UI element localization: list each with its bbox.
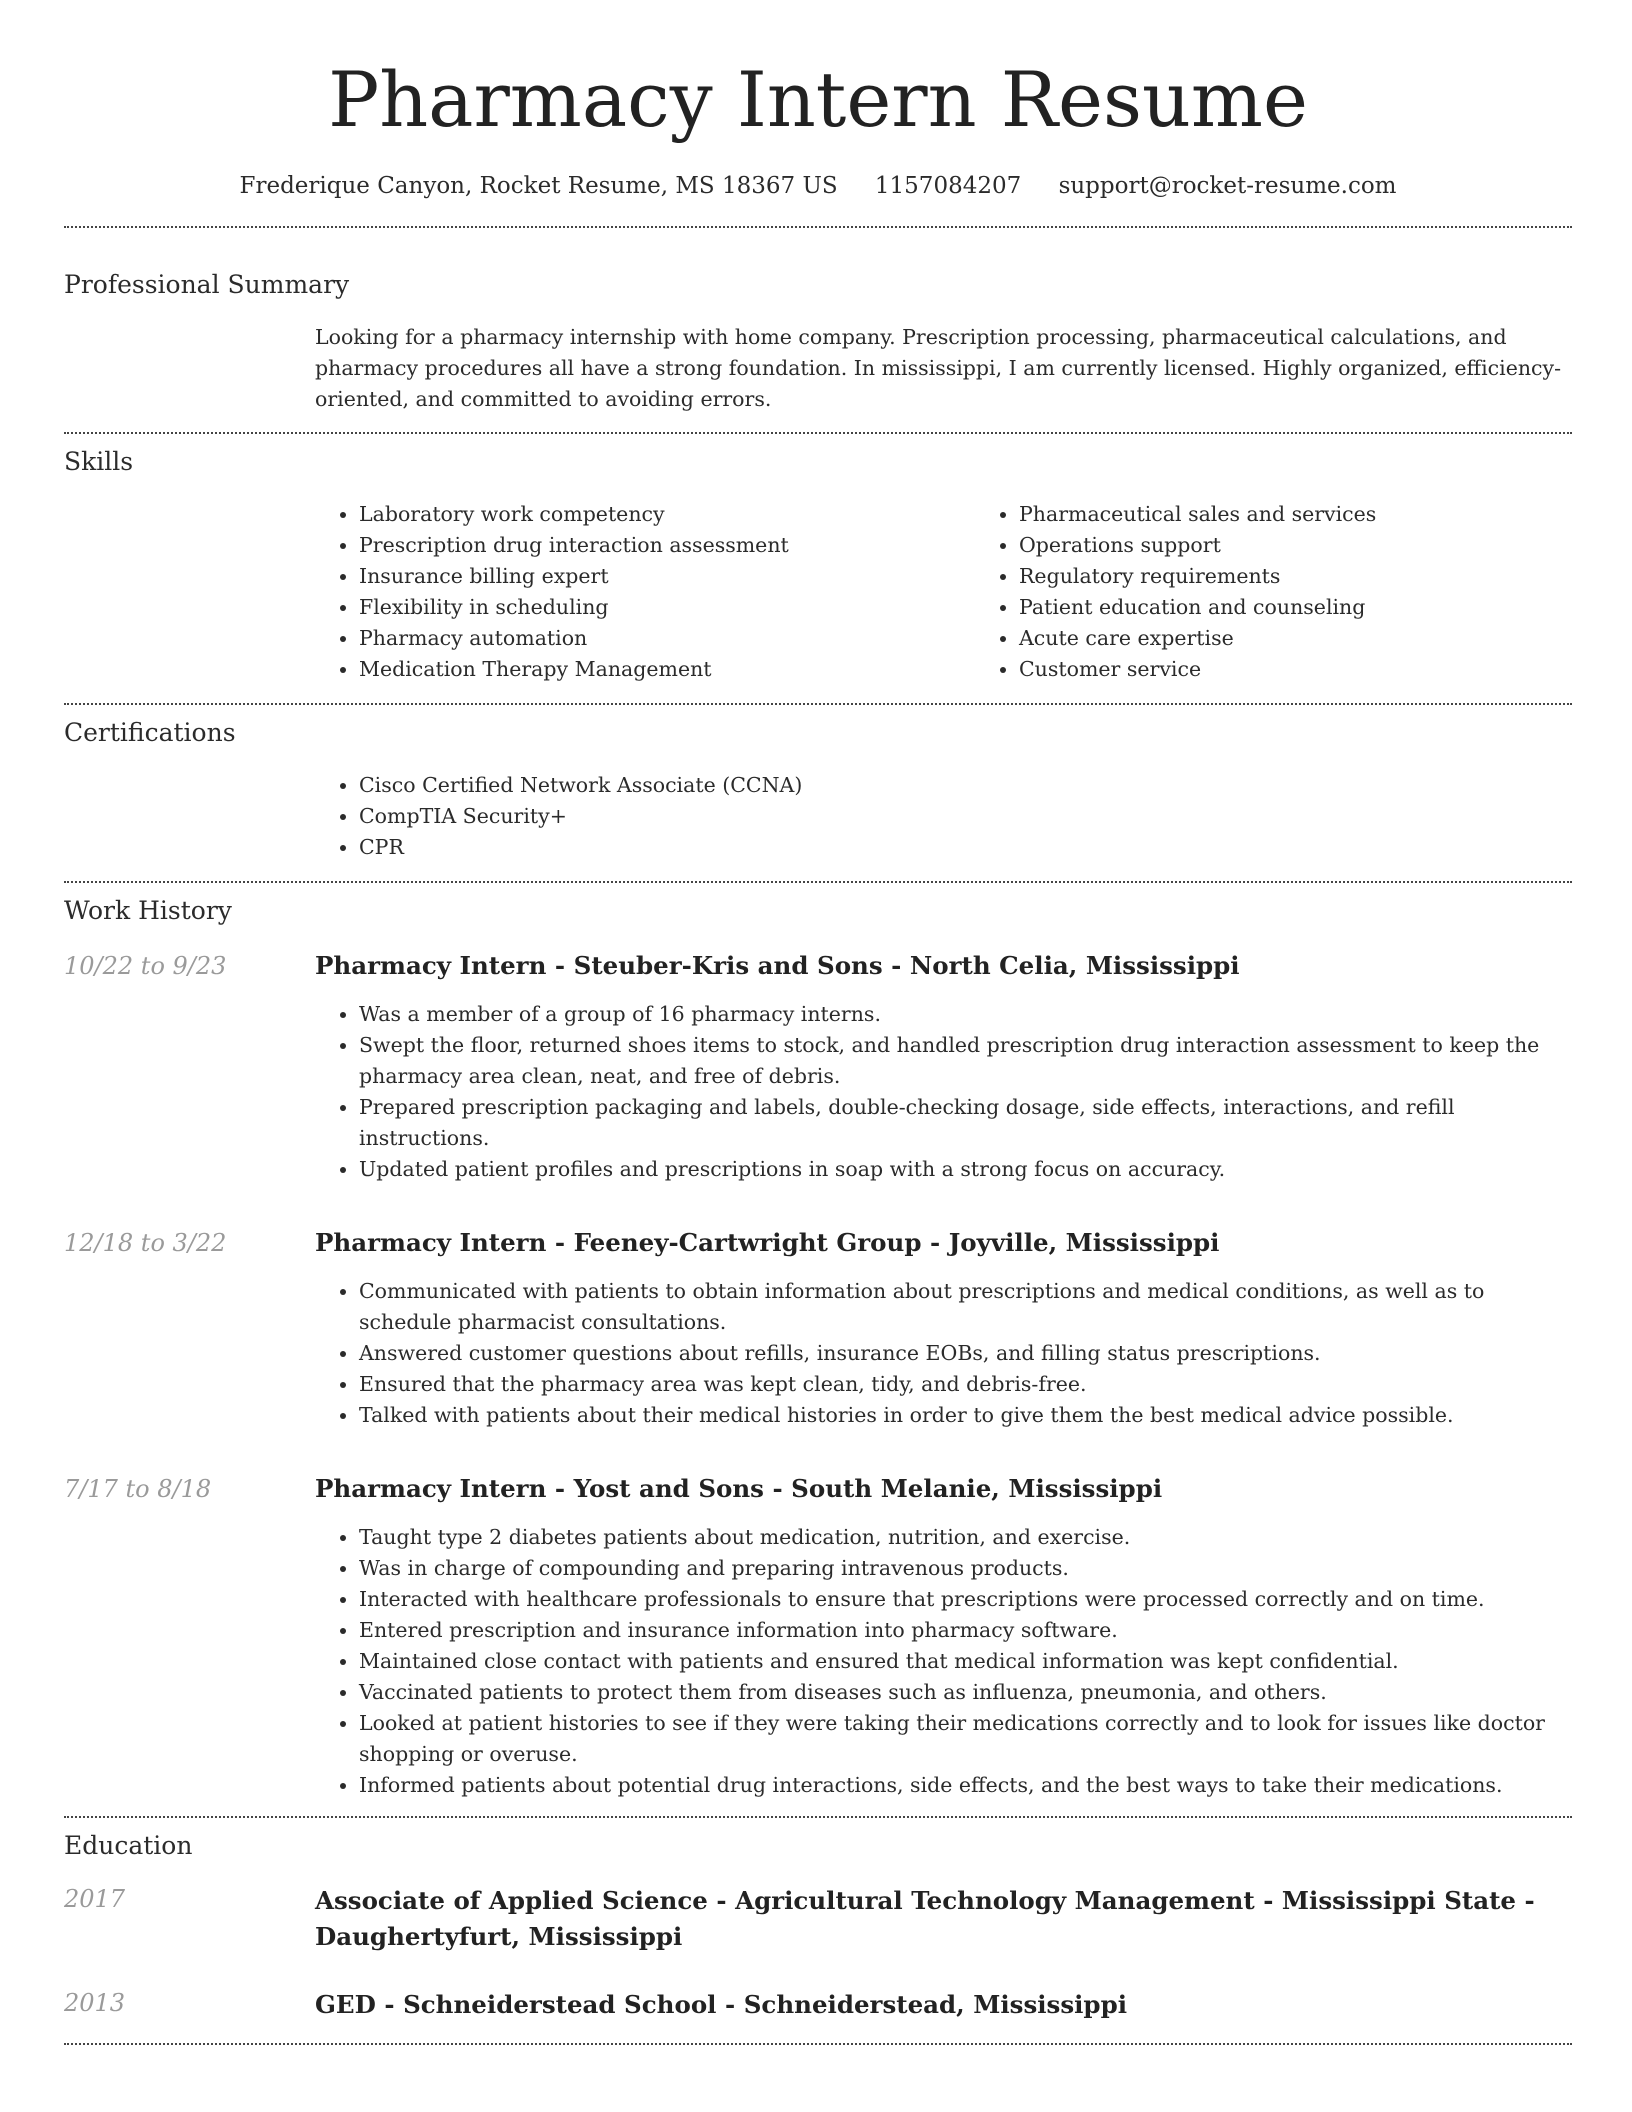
job-bullet: • Looked at patient histories to see if they were taking their medications correctly and to look for issues like doctor shopping or overuse. — [359, 1708, 1572, 1770]
resume-page — [64, 0, 1572, 2045]
skill-item: • Medication Therapy Management — [359, 654, 975, 685]
job-bullets — [315, 999, 1572, 1185]
education-entry — [64, 1987, 1572, 2023]
skill-item: • Laboratory work competency — [359, 499, 975, 530]
job-entry — [64, 1227, 1572, 1431]
contact-address: Frederique Canyon, Rocket Resume, MS 18367 US — [239, 173, 838, 199]
job-bullet: • Informed patients about potential drug interactions, side effects, and the best ways to take their medications. — [359, 1770, 1572, 1801]
skill-item: • Insurance billing expert — [359, 561, 975, 592]
skill-item: • Regulatory requirements — [1019, 561, 1632, 592]
job-bullet: • Communicated with patients to obtain information about prescriptions and medical conditions, as well as to schedule pharmacist consultations. — [359, 1276, 1572, 1338]
certifications-list — [315, 770, 1572, 863]
education-section — [64, 1818, 1572, 2023]
job-bullet: • Answered customer questions about refills, insurance EOBs, and filling status prescriptions. — [359, 1338, 1572, 1369]
job-bullet: • Ensured that the pharmacy area was kept clean, tidy, and debris-free. — [359, 1369, 1572, 1400]
job-bullet: • Was a member of a group of 16 pharmacy interns. — [359, 999, 1572, 1030]
skills-left-spacer — [64, 499, 315, 685]
skill-item: • Operations support — [1019, 530, 1632, 561]
skill-item: • Prescription drug interaction assessment — [359, 530, 975, 561]
job-bullet: • Taught type 2 diabetes patients about medication, nutrition, and exercise. — [359, 1522, 1572, 1553]
job-bullets — [315, 1522, 1572, 1801]
job-dates: 12/18 to 3/22 — [64, 1229, 227, 1257]
job-entry — [64, 1473, 1572, 1801]
education-title: Associate of Applied Science - Agricultural Technology Management - Mississippi State - Daughertyfurt, Mississippi — [315, 1886, 1535, 1951]
skills-list-right — [975, 499, 1632, 685]
job-dates: 10/22 to 9/23 — [64, 952, 227, 980]
job-bullet: • Was in charge of compounding and preparing intravenous products. — [359, 1553, 1572, 1584]
summary-text: Looking for a pharmacy internship with home company. Prescription processing, pharmaceutical calculations, and pharmacy procedures all have a strong foundation. In mississippi, I am currently licensed. Highly organized, efficiency-oriented, and committed to avoiding errors. — [315, 325, 1562, 411]
job-bullet: • Updated patient profiles and prescriptions in soap with a strong focus on accuracy. — [359, 1154, 1572, 1185]
certification-item: • CompTIA Security+ — [359, 801, 1572, 832]
skills-list-left — [315, 499, 975, 685]
certification-item: • Cisco Certified Network Associate (CCNA) — [359, 770, 1572, 801]
resume-title: Pharmacy Intern Resume — [328, 55, 1308, 144]
education-year: 2017 — [64, 1885, 126, 1913]
skills-grid — [315, 499, 1632, 685]
job-dates: 7/17 to 8/18 — [64, 1475, 212, 1503]
section-divider — [64, 2043, 1572, 2045]
skill-item: • Customer service — [1019, 654, 1632, 685]
job-title: Pharmacy Intern - Feeney-Cartwright Group - Joyville, Mississippi — [315, 1228, 1220, 1257]
education-entry — [64, 1883, 1572, 1955]
skill-item: • Pharmaceutical sales and services — [1019, 499, 1632, 530]
job-bullet: • Talked with patients about their medical histories in order to give them the best medical advice possible. — [359, 1400, 1572, 1431]
skills-heading: Skills — [64, 447, 134, 476]
summary-left-spacer — [64, 322, 315, 415]
skill-item: • Acute care expertise — [1019, 623, 1632, 654]
job-title: Pharmacy Intern - Steuber-Kris and Sons - North Celia, Mississippi — [315, 951, 1240, 980]
summary-heading: Professional Summary — [64, 270, 350, 299]
certifications-heading: Certifications — [64, 718, 236, 747]
job-bullets — [315, 1276, 1572, 1431]
job-bullet: • Vaccinated patients to protect them from diseases such as influenza, pneumonia, and others. — [359, 1677, 1572, 1708]
skill-item: • Flexibility in scheduling — [359, 592, 975, 623]
skill-item: • Pharmacy automation — [359, 623, 975, 654]
education-year: 2013 — [64, 1989, 126, 2017]
job-entry — [64, 950, 1572, 1185]
work-history-heading: Work History — [64, 896, 232, 925]
contact-line — [64, 168, 1572, 204]
education-title: GED - Schneiderstead School - Schneiderstead, Mississippi — [315, 1990, 1128, 2019]
job-bullet: • Interacted with healthcare professionals to ensure that prescriptions were processed correctly and on time. — [359, 1584, 1572, 1615]
job-bullet: • Maintained close contact with patients and ensured that medical information was kept confidential. — [359, 1646, 1572, 1677]
skill-item: • Patient education and counseling — [1019, 592, 1632, 623]
contact-email: support@rocket-resume.com — [1058, 173, 1397, 199]
job-bullet: • Prepared prescription packaging and labels, double-checking dosage, side effects, interactions, and refill instructions. — [359, 1092, 1572, 1154]
certification-item: • CPR — [359, 832, 1572, 863]
skills-section — [64, 434, 1572, 685]
contact-phone: 1157084207 — [874, 173, 1022, 199]
job-bullet: • Swept the floor, returned shoes items to stock, and handled prescription drug interaction assessment to keep the pharmacy area clean, neat, and free of debris. — [359, 1030, 1572, 1092]
certifications-section — [64, 705, 1572, 863]
certifications-left-spacer — [64, 770, 315, 863]
job-bullet: • Entered prescription and insurance information into pharmacy software. — [359, 1615, 1572, 1646]
job-title: Pharmacy Intern - Yost and Sons - South Melanie, Mississippi — [315, 1474, 1163, 1503]
work-history-section — [64, 883, 1572, 1801]
summary-section — [64, 228, 1572, 415]
education-heading: Education — [64, 1831, 193, 1860]
